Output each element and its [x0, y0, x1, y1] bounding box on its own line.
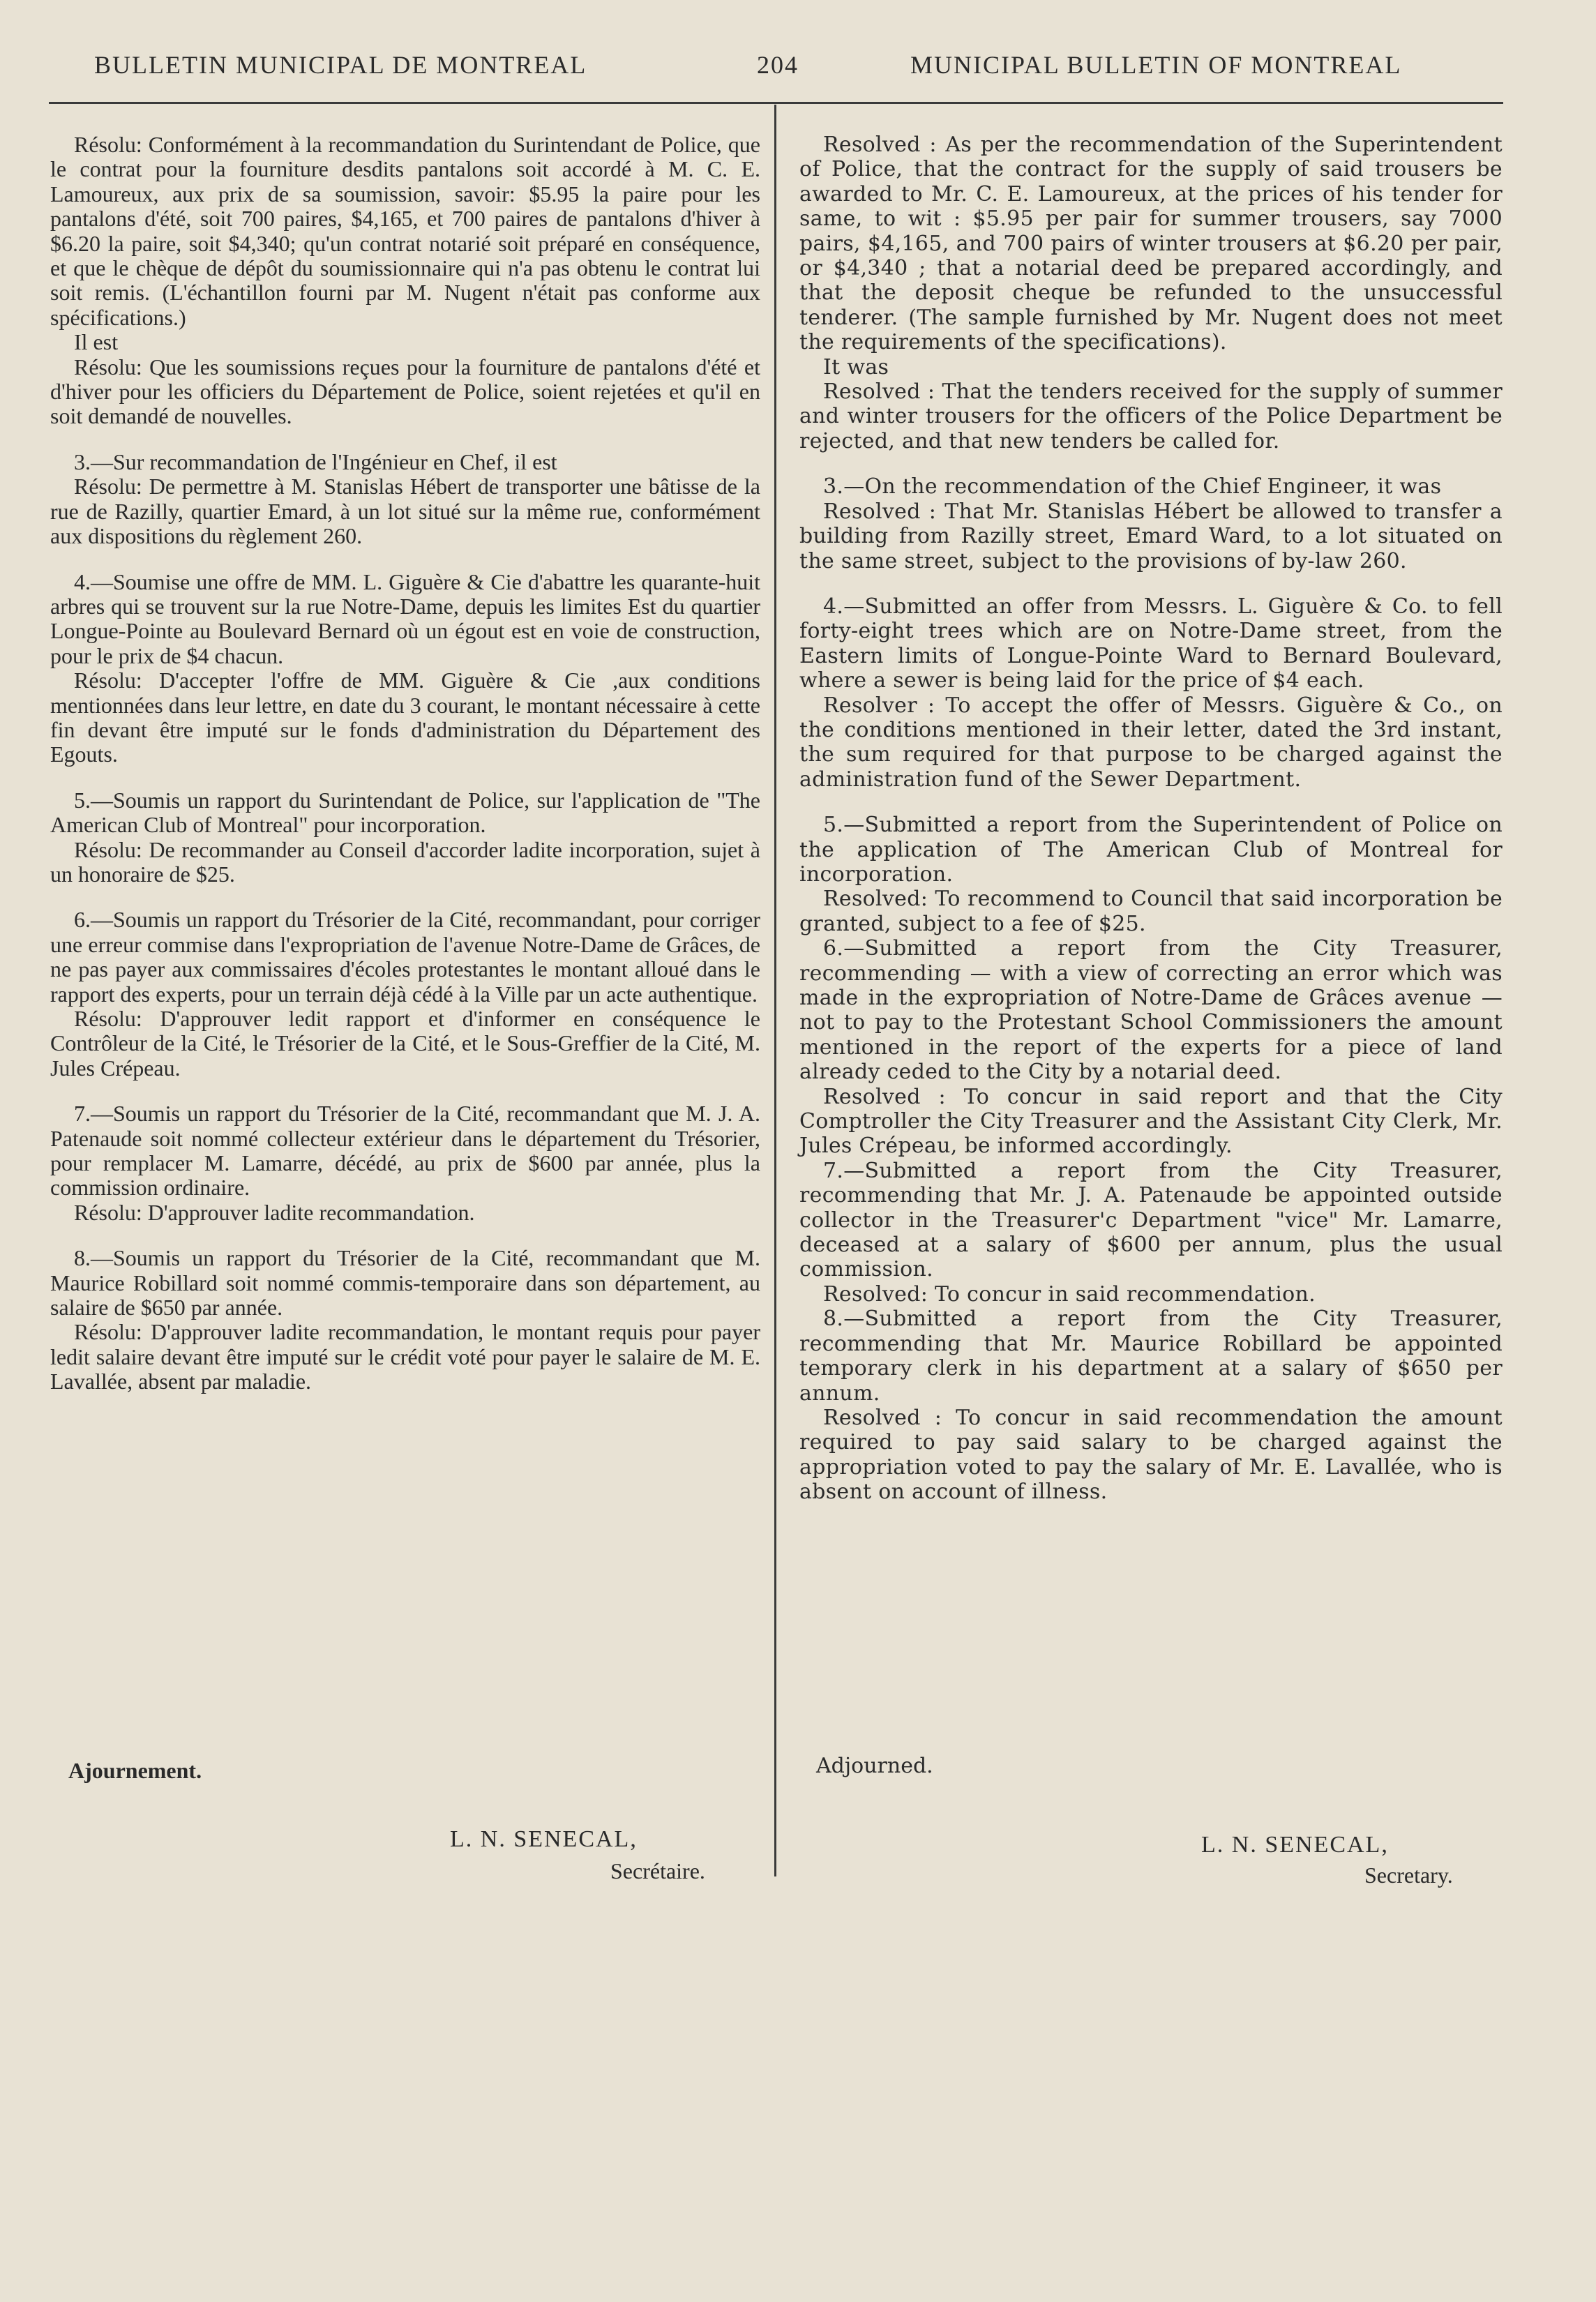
en-paragraph: Resolved: To concur in said recommendation.	[823, 1281, 1316, 1307]
en-paragraph: Resolved : As per the recommendation of the Superintendent of Police, that the contract for the supply of said trousers be awarded to Mr. C. E. Lamoureux, at the prices of his tender for same, to wit : $5.95 per pair for summer trousers, say 7000 pairs, $4,165, and 700 pairs of winter trousers at $6.20 per pair, or $4,340 ; that a notarial deed be prepared accordingly, and that the deposit cheque be refunded to the unsuccessful tenderer. (The sample furnished by Mr. Nugent does not meet the requirements of the specifications).	[799, 133, 1503, 355]
header-english-title: MUNICIPAL BULLETIN OF MONTREAL	[910, 51, 1402, 79]
french-column	[50, 133, 760, 1394]
en-paragraph: It was	[823, 354, 889, 379]
en-paragraph: Resolved : That Mr. Stanislas Hébert be allowed to transfer a building from Razilly street, Emard Ward, to a lot situated on the same street, subject to the provisions of by-law 260.	[799, 499, 1503, 573]
en-paragraph: 7.—Submitted a report from the City Treasurer, recommending that Mr. J. A. Patenaude be appointed outside collector in the Treasurer'c Department "vice" Mr. Lamarre, deceased at a salary of $600 per annum, plus the usual commission.	[799, 1158, 1503, 1282]
fr-adjournment: Ajournement.	[68, 1758, 202, 1783]
en-paragraph: Resolved: To recommend to Council that said incorporation be granted, subject to a fee of $25.	[799, 887, 1503, 936]
en-signature-name: L. N. SENECAL,	[1201, 1832, 1389, 1858]
en-paragraph: 8.—Submitted a report from the City Treasurer, recommending that Mr. Maurice Robillard be appointed temporary clerk in his department at a salary of $650 per annum.	[799, 1307, 1503, 1406]
en-paragraph: Resolver : To accept the offer of Messrs. Giguère & Co., on the conditions mentioned in their letter, dated the 3rd instant, the sum required for that purpose to be charged against the administration fund of the Sewer Department.	[799, 693, 1503, 792]
en-paragraph: 3.—On the recommendation of the Chief Engineer, it was	[823, 474, 1442, 499]
fr-paragraph: 6.—Soumis un rapport du Trésorier de la Cité, recommandant, pour corriger une erreur commise dans l'expropriation de l'avenue Notre-Dame de Grâces, de ne pas payer aux commissaires d'écoles protestantes le montant alloué dans le rapport des experts, pour un terrain déjà cédé à la Ville par un acte authentique.	[50, 907, 760, 1007]
fr-paragraph: Résolu: Que les soumissions reçues pour la fourniture de pantalons d'été et d'hiver pour les officiers du Département de Police, soient rejetées et qu'il en soit demandé de nouvelles.	[50, 354, 760, 429]
en-paragraph: 5.—Submitted a report from the Superintendent of Police on the application of The American Club of Montreal for incorporation.	[799, 813, 1503, 887]
fr-paragraph: Résolu: D'approuver ladite recommandation, le montant requis pour payer ledit salaire devant être imputé sur le crédit voté pour payer le salaire de M. E. Lavallée, absent par maladie.	[50, 1319, 760, 1394]
fr-paragraph: Résolu: D'approuver ledit rapport et d'informer en conséquence le Contrôleur de la Cité, le Trésorier de la Cité, et le Sous-Greffier de la Cité, M. Jules Crépeau.	[50, 1006, 760, 1081]
en-signature-role: Secretary.	[1364, 1863, 1453, 1888]
en-paragraph: 4.—Submitted an offer from Messrs. L. Giguère & Co. to fell forty-eight trees which are on Notre-Dame street, from the Eastern limits of Longue-Pointe Ward to Bernard Boulevard, where a sewer is being laid for the price of $4 each.	[799, 594, 1503, 693]
fr-paragraph: Résolu: De permettre à M. Stanislas Hébert de transporter une bâtisse de la rue de Razilly, quartier Emard, à un lot situé sur la même rue, conformément aux dispositions du règlement 260.	[50, 474, 760, 549]
fr-paragraph: 4.—Soumise une offre de MM. L. Giguère & Cie d'abattre les quarante-huit arbres qui se trouvent sur la rue Notre-Dame, depuis les limites Est du quartier Longue-Pointe au Boulevard Bernard où un égout est en voie de construction, pour le prix de $4 chacun.	[50, 569, 760, 668]
page-number: 204	[757, 51, 799, 79]
page-header	[0, 50, 1596, 85]
en-paragraph: Resolved : To concur in said report and that the City Comptroller the City Treasurer and the Assistant City Clerk, Mr. Jules Crépeau, be informed accordingly.	[799, 1084, 1503, 1159]
header-french-title: BULLETIN MUNICIPAL DE MONTREAL	[94, 51, 587, 79]
fr-paragraph: 5.—Soumis un rapport du Surintendant de Police, sur l'application de "The American Club of Montreal" pour incorporation.	[50, 787, 760, 838]
header-rule	[49, 102, 1503, 104]
fr-signature-role: Secrétaire.	[610, 1858, 705, 1883]
en-paragraph: 6.—Submitted a report from the City Treasurer, recommending — with a view of correcting an error which was made in the expropriation of Notre-Dame de Grâces avenue — not to pay to the Protestant School Commissioners the amount mentioned in the report of the experts for a piece of land already ceded to the City by a notarial deed.	[799, 936, 1503, 1085]
fr-paragraph: 7.—Soumis un rapport du Trésorier de la Cité, recommandant que M. J. A. Patenaude soit nommé collecteur extérieur dans le département du Trésorier, pour remplacer M. Lamarre, décédé, au prix de $600 par année, plus la commission ordinaire.	[50, 1101, 760, 1201]
en-paragraph: Resolved : That the tenders received for the supply of summer and winter trousers for the officers of the Police Department be rejected, and that new tenders be called for.	[799, 379, 1503, 453]
fr-paragraph: 3.—Sur recommandation de l'Ingénieur en Chef, il est	[74, 449, 557, 474]
fr-paragraph: Résolu: De recommander au Conseil d'accorder ladite incorporation, sujet à un honoraire de $25.	[50, 836, 760, 887]
fr-paragraph: 8.—Soumis un rapport du Trésorier de la Cité, recommandant que M. Maurice Robillard soit nommé commis-temporaire dans son département, au salaire de $650 par année.	[50, 1245, 760, 1321]
fr-paragraph: Résolu: D'accepter l'offre de MM. Giguère & Cie ,aux conditions mentionnées dans leur lettre, en date du 3 courant, le montant nécessaire à cette fin devant être imputé sur le fonds d'administration du Département des Egouts.	[50, 668, 760, 767]
english-column	[799, 133, 1503, 1505]
en-paragraph: Resolved : To concur in said recommendation the amount required to pay said salary to be charged against the appropriation voted to pay the salary of Mr. E. Lavallée, who is absent on account of illness.	[799, 1405, 1503, 1505]
fr-paragraph: Résolu: D'approuver ladite recommandation.	[74, 1199, 475, 1225]
column-divider	[774, 105, 776, 1876]
fr-signature-name: L. N. SENECAL,	[450, 1826, 638, 1852]
fr-paragraph: Il est	[74, 329, 119, 355]
en-adjournment: Adjourned.	[816, 1754, 933, 1778]
fr-paragraph: Résolu: Conformément à la recommandation du Surintendant de Police, que le contrat pour la fourniture desdits pantalons soit accordé à M. C. E. Lamoureux, aux prix de sa soumission, savoir: $5.95 la paire pour les pantalons d'été, soit 700 paires, $4,165, et 700 paires de pantalons d'hiver à $6.20 la paire, soit $4,340; qu'un contrat notarié soit préparé en conséquence, et que le chèque de dépôt du soumissionnaire qui n'a pas obtenu le contrat lui soit remis. (L'échantillon fourni par M. Nugent n'était pas conforme aux spécifications.)	[50, 132, 760, 330]
